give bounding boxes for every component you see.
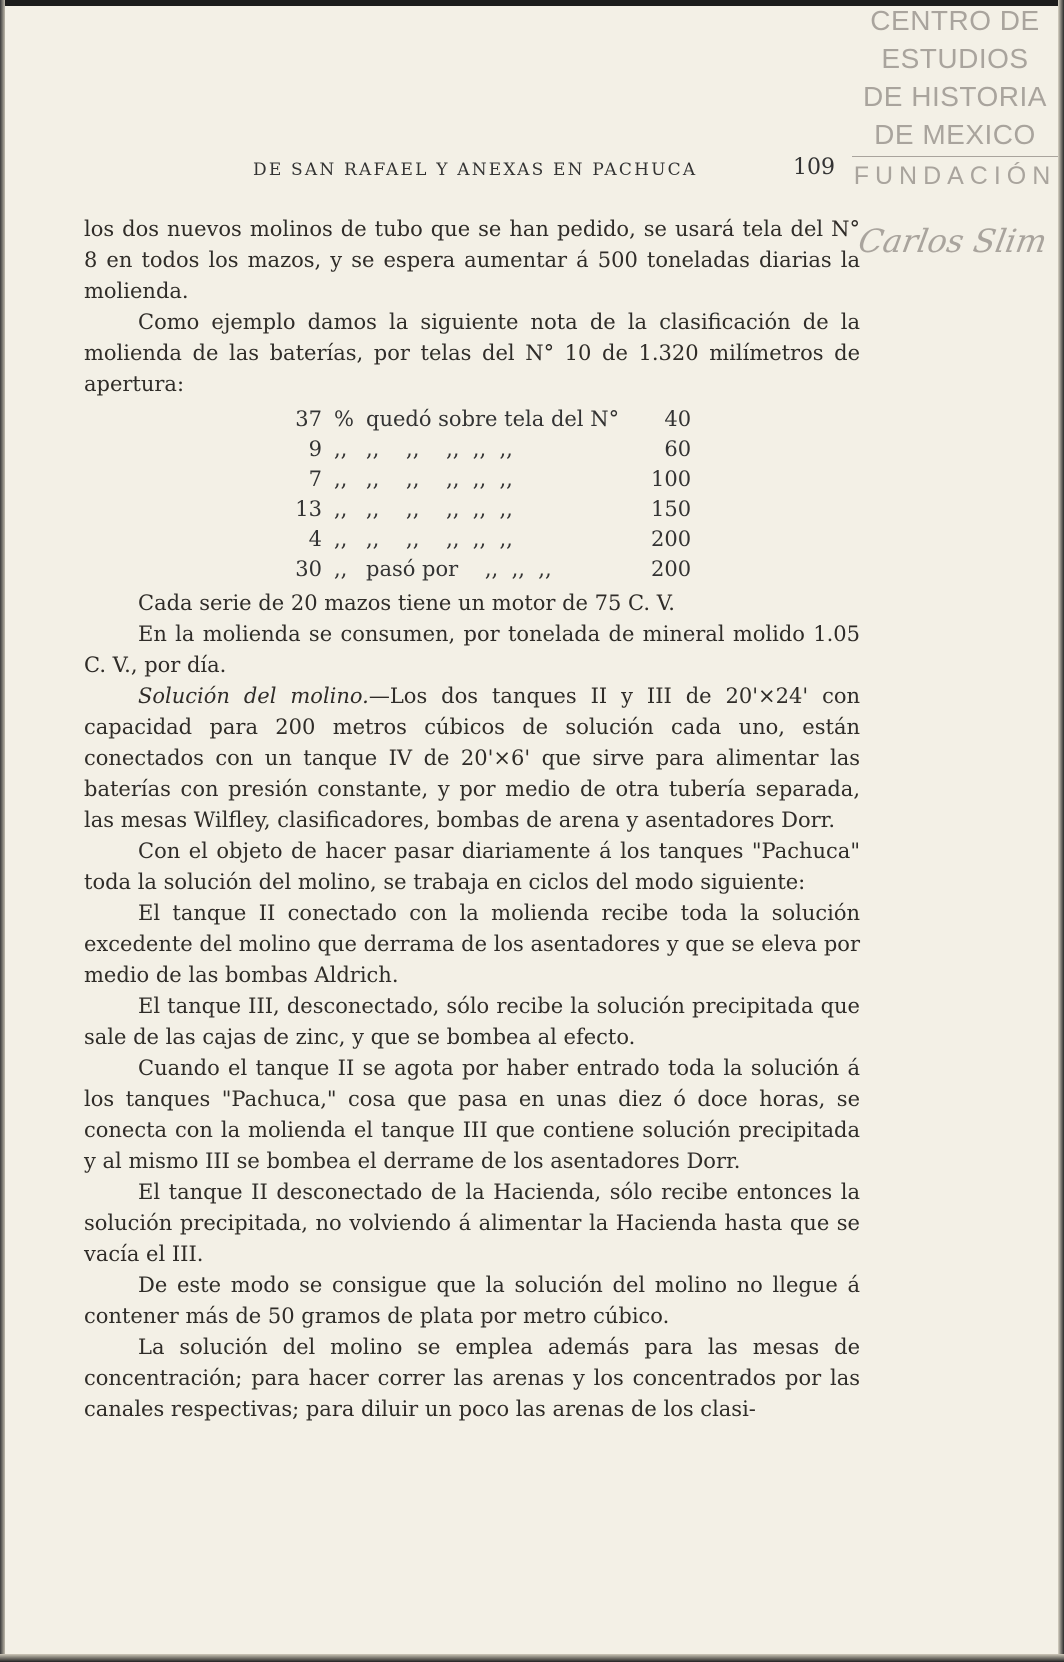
- table-cell-percent: 13: [295, 497, 322, 521]
- section-heading: Solución del molino.: [138, 684, 369, 708]
- table-cell-unit: ,,: [334, 527, 348, 551]
- table-cell-unit: ,,: [334, 497, 348, 521]
- watermark-line: DE MEXICO: [874, 119, 1036, 150]
- scan-edge-left: [0, 0, 5, 1662]
- table-cell-description: pasó por ,, ,, ,,: [366, 557, 552, 581]
- paragraph: La solución del molino se emplea además para las mesas de concentración; para hacer correr las arenas y los concentrados por las canales respectivas; para diluir un poco las arenas de los clasi-: [84, 1335, 860, 1421]
- table-cell-percent: 9: [308, 437, 322, 461]
- paragraph: De este modo se consigue que la solución del molino no llegue á contener más de 50 gramos de plata por metro cúbico.: [84, 1273, 860, 1328]
- paragraph: Con el objeto de hacer pasar diariamente á los tanques "Pachuca" toda la solución del molino, se trabaja en ciclos del modo siguiente:: [84, 839, 860, 894]
- table-cell-description: quedó sobre tela del N°: [366, 407, 620, 431]
- table-cell-description: ,, ,, ,, ,, ,,: [366, 437, 513, 461]
- paragraph: En la molienda se consumen, por tonelada de mineral molido 1.05 C. V., por día.: [84, 622, 860, 677]
- watermark-foundation: FUNDACIÓN: [853, 162, 1057, 190]
- table-cell-mesh: 60: [664, 437, 692, 461]
- table-row: [274, 554, 697, 584]
- watermark-line: DE HISTORIA: [863, 81, 1047, 112]
- table-cell-percent: 7: [308, 467, 322, 491]
- table-cell-description: ,, ,, ,, ,, ,,: [366, 527, 513, 551]
- table-row: [274, 494, 697, 524]
- table-cell-unit: %: [334, 407, 354, 431]
- table-cell-mesh: 200: [650, 557, 692, 581]
- running-head: DE SAN RAFAEL Y ANEXAS EN PACHUCA: [253, 160, 698, 180]
- table-cell-description: ,, ,, ,, ,, ,,: [366, 497, 513, 521]
- table-row: [274, 524, 697, 554]
- paragraph: [84, 681, 860, 836]
- watermark-rule: [852, 156, 1058, 157]
- sieve-classification-table: [274, 404, 697, 584]
- paragraph: El tanque III, desconectado, sólo recibe la solución precipitada que sale de las cajas de zinc, y que se bombea al efecto.: [84, 994, 860, 1049]
- watermark-line: ESTUDIOS: [881, 43, 1029, 74]
- table-cell-mesh: 40: [664, 407, 692, 431]
- table-cell-mesh: 200: [650, 527, 692, 551]
- scan-edge-bottom: [0, 1654, 1064, 1662]
- table-row: [274, 404, 697, 434]
- watermark-line: CENTRO DE: [870, 5, 1040, 36]
- paragraph: Cuando el tanque II se agota por haber entrado toda la solución á los tanques "Pachuca," cosa que pasa en unas diez ó doce horas, se conecta con la molienda el tanque III que contiene solución precipitada y al mismo III se bombea el derrame de los asentadores Dorr.: [84, 1056, 860, 1173]
- page-number: 109: [793, 155, 835, 180]
- table-cell-percent: 4: [308, 527, 322, 551]
- table-cell-mesh: 150: [650, 497, 692, 521]
- table-cell-unit: ,,: [334, 437, 348, 461]
- paragraph: El tanque II conectado con la molienda recibe toda la solución excedente del molino que derrama de los asentadores y que se eleva por medio de las bombas Aldrich.: [84, 901, 860, 987]
- archive-watermark: [852, 2, 1058, 191]
- table-cell-unit: ,,: [334, 467, 348, 491]
- table-row: [274, 434, 697, 464]
- watermark-signature: Carlos Slim: [855, 222, 1050, 260]
- paragraph: los dos nuevos molinos de tubo que se han pedido, se usará tela del N° 8 en todos los mazos, y se espera aumentar á 500 toneladas diarias la molienda.: [84, 217, 860, 303]
- table-row: [274, 464, 697, 494]
- table-cell-unit: ,,: [334, 557, 348, 581]
- paragraph: Como ejemplo damos la siguiente nota de la clasificación de la molienda de las baterías, por telas del N° 10 de 1.320 milímetros de apertura:: [84, 310, 860, 396]
- paragraph: Cada serie de 20 mazos tiene un motor de 75 C. V.: [138, 591, 675, 615]
- paragraph: El tanque II desconectado de la Hacienda, sólo recibe entonces la solución precipitada, no volviendo á alimentar la Hacienda hasta que se vacía el III.: [84, 1180, 860, 1266]
- paragraph-text: —Los dos tanques II y III de 20'×24' con capacidad para 200 metros cúbicos de solución cada uno, están conectados con un tanque IV de 20'×6' que sirve para alimentar las baterías con presión constante, y por medio de otra tubería separada, las mesas Wilfley, clasificadores, bombas de arena y asentadores Dorr.: [84, 684, 860, 832]
- table-cell-mesh: 100: [650, 467, 692, 491]
- table-cell-percent: 37: [295, 407, 322, 431]
- table-cell-description: ,, ,, ,, ,, ,,: [366, 467, 513, 491]
- table-cell-percent: 30: [295, 557, 322, 581]
- body-text: [84, 214, 860, 1425]
